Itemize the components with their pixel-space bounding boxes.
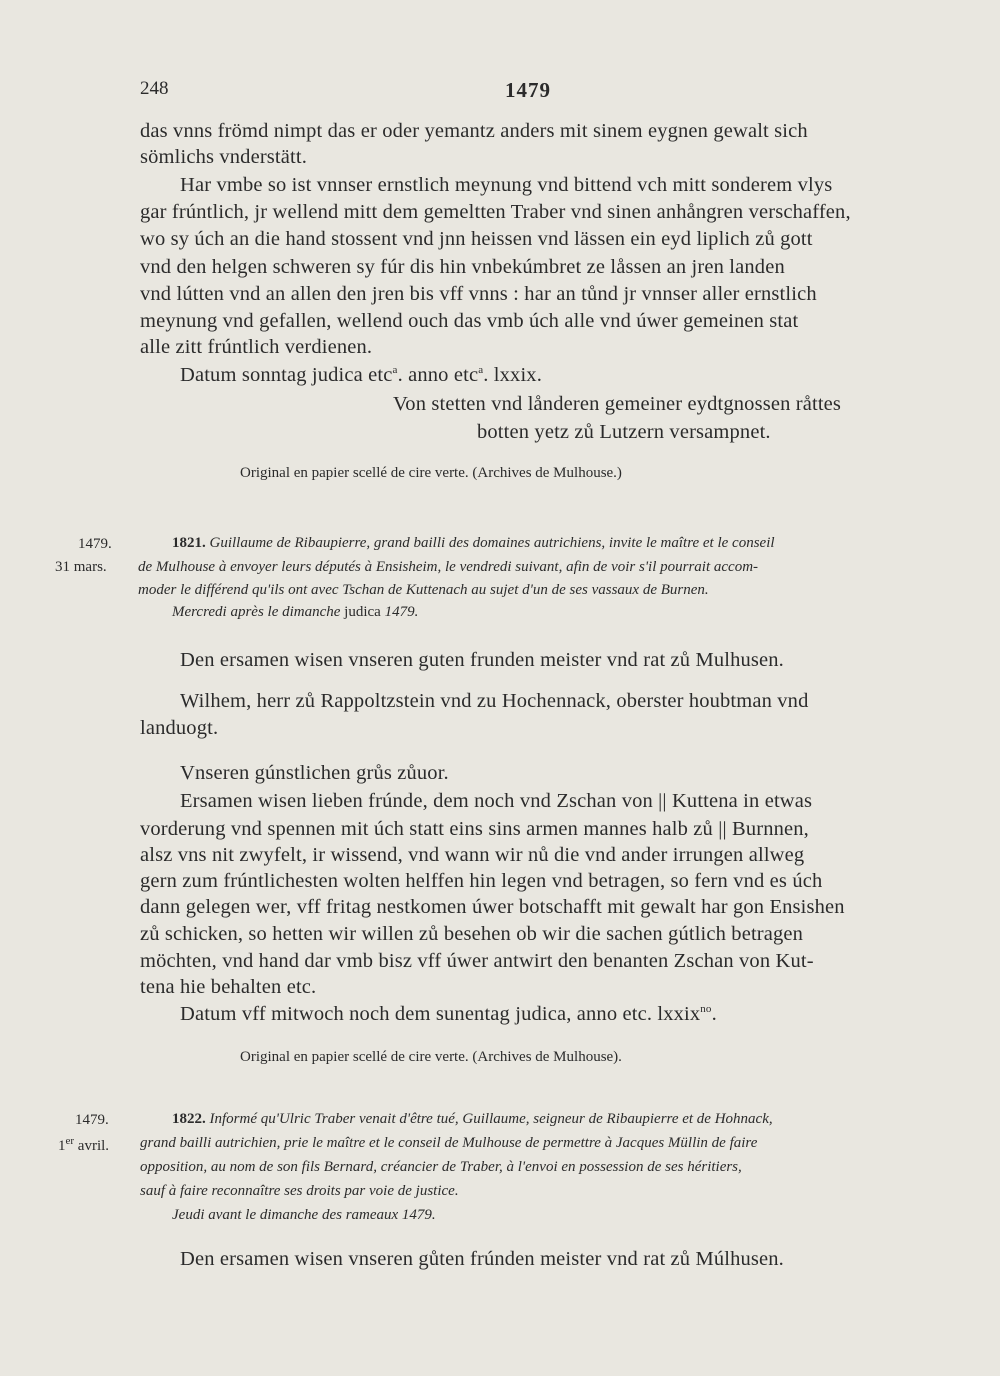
text-line: dann gelegen wer, vff fritag nestkomen úwer botschafft mit gewalt har gon Ensishen (140, 896, 845, 918)
text-line: Har vmbe so ist vnnser ernstlich meynung vnd bittend vch mitt sonderem vlys (180, 174, 833, 196)
regest-line: moder le différend qu'ils ont avec Tschan de Kuttenach au sujet d'un de ses vassaux de Burnen. (138, 582, 709, 598)
margin-year: 1479. (78, 536, 112, 552)
regest-line: sauf à faire reconnaître ses droits par voie de justice. (140, 1183, 459, 1199)
regest-line: 1822. Informé qu'Ulric Traber venait d'être tué, Guillaume, seigneur de Ribaupierre et de Hohnack, (172, 1111, 773, 1127)
entry-number: 1822. (172, 1111, 206, 1127)
text-line: das vnns frömd nimpt das er oder yemantz anders mit sinem eygnen gewalt sich (140, 120, 808, 142)
source-note: Original en papier scellé de cire verte. (Archives de Mulhouse). (240, 1049, 622, 1065)
text-line: Vnseren gúnstlichen grůs zůuor. (180, 762, 449, 784)
address-line: Den ersamen wisen vnseren guten frunden meister vnd rat zů Mulhusen. (180, 649, 784, 671)
text-line: gern zum frúntlichesten wolten helffen hin legen vnd betragen, so fern vnd es úch (140, 870, 823, 892)
text-line: möchten, vnd hand dar vmb bisz vff úwer antwirt den benanten Zschan von Kut- (140, 950, 814, 972)
datum-line: Datum sonntag judica etc$^a$. anno etc$^a$. lxxix. (180, 364, 542, 386)
text-line: vnd lútten vnd an allen den jren bis vff vnns : har an tůnd jr vnnser aller ernstlich (140, 283, 817, 305)
entry-number: 1821. (172, 535, 206, 551)
text-line: alle zitt frúntlich verdienen. (140, 336, 373, 358)
text-line: vnd den helgen schweren sy fúr dis hin vnbekúmbret ze låssen an jren landen (140, 256, 785, 278)
text-line: wo sy úch an die hand stossent vnd jnn heissen vnd lässen ein eyd liplich zů gott (140, 228, 813, 250)
sender-line: botten yetz zů Lutzern versampnet. (477, 421, 771, 443)
page-number: 248 (140, 78, 169, 99)
regest-line: de Mulhouse à envoyer leurs députés à Ensisheim, le vendredi suivant, afin de voir s'il pourrait accom- (138, 559, 759, 575)
source-note: Original en papier scellé de cire verte. (Archives de Mulhouse.) (240, 465, 622, 481)
margin-date: 31 mars. (55, 559, 107, 575)
sender-line: Von stetten vnd lånderen gemeiner eydtgnossen råttes (393, 393, 842, 415)
text-line: zů schicken, so hetten wir willen zů besehen ob wir die sachen gútlich betragen (140, 923, 804, 945)
regest-date: Mercredi après le dimanche judica 1479. (172, 604, 419, 620)
margin-year: 1479. (75, 1112, 109, 1128)
sender-line: Wilhem, herr zů Rappoltzstein vnd zu Hochennack, oberster houbtman vnd (180, 690, 809, 712)
regest-line: grand bailli autrichien, prie le maître et le conseil de Mulhouse de permettre à Jacques Müllin de faire (140, 1135, 758, 1151)
regest-date: Jeudi avant le dimanche des rameaux 1479. (172, 1207, 436, 1223)
regest-line: 1821. Guillaume de Ribaupierre, grand bailli des domaines autrichiens, invite le maître et le conseil (172, 535, 775, 551)
address-line: Den ersamen wisen vnseren gůten frúnden meister vnd rat zů Múlhusen. (180, 1248, 784, 1270)
sender-line: landuogt. (140, 717, 219, 739)
text-line: sömlichs vnderstätt. (140, 146, 307, 168)
regest-line: opposition, au nom de son fils Bernard, créancier de Traber, à l'envoi en possession de ses héritiers, (140, 1159, 742, 1175)
text-line: alsz vns nit zwyfelt, ir wissend, vnd wann wir nů die vnd ander irrungen allweg (140, 844, 805, 866)
text-line: gar frúntlich, jr wellend mitt dem gemeltten Traber vnd sinen anhångren verschaffen, (140, 201, 851, 223)
text-line: Ersamen wisen lieben frúnde, dem noch vnd Zschan von || Kuttena in etwas (180, 790, 813, 812)
datum-line: Datum vff mitwoch noch dem sunentag judica, anno etc. lxxix$^{no}$. (180, 1003, 717, 1025)
text-line: meynung vnd gefallen, wellend ouch das vmb úch alle vnd úwer gemeinen stat (140, 310, 799, 332)
text-line: vorderung vnd spennen mit úch statt eins sins armen mannes halb zů || Burnnen, (140, 818, 809, 840)
margin-date: 1er avril. (58, 1135, 110, 1154)
running-head-year: 1479 (505, 78, 551, 102)
text-line: tena hie behalten etc. (140, 976, 317, 998)
